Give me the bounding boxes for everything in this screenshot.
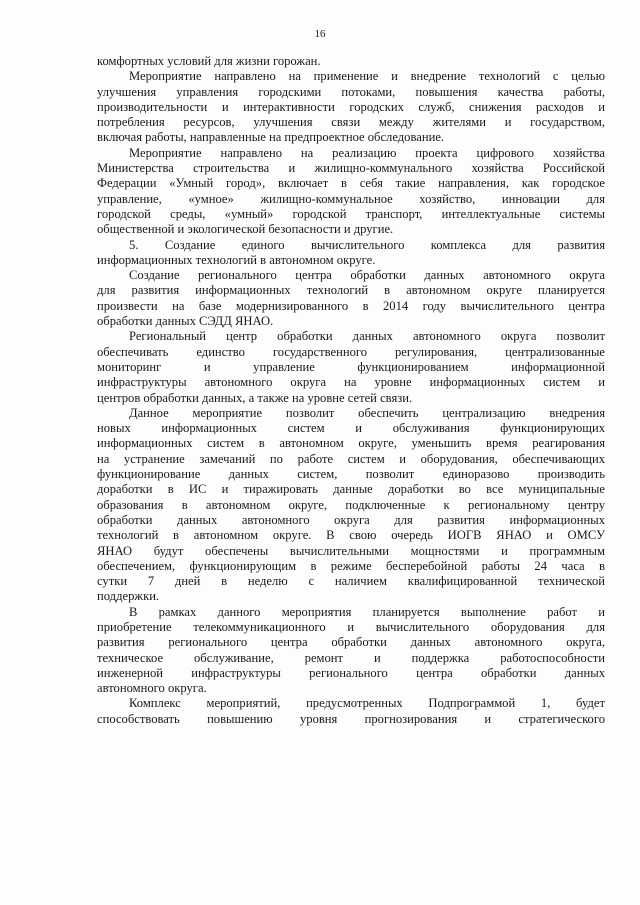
text-line: доработки в ИС и тиражировать данные доработки во все муниципальные — [97, 482, 605, 497]
text-line: В рамках данного мероприятия планируется выполнение работ и — [129, 604, 605, 619]
text-line: на устранение замечаний по работе систем и оборудования, обеспечивающих — [97, 451, 605, 466]
text-line: автономного округа. — [97, 681, 207, 696]
text-line: образования в автономном округе, подключенные к региональному центру — [97, 497, 605, 512]
text-line: технологий в автономном округе. В свою очередь ИОГВ ЯНАО и ОМСУ — [97, 528, 605, 543]
text-line: Министерства строительства и жилищно-коммунального хозяйства Российской — [97, 161, 605, 176]
text-line: комфортных условий для жизни горожан. — [97, 54, 321, 68]
text-line: информационных технологий в автономном округе. — [97, 252, 376, 267]
text-line: обеспечивать единство государственного регулирования, централизованные — [97, 344, 605, 359]
text-line: для развития информационных технологий в автономном округе планируется — [97, 283, 605, 298]
paragraph — [97, 268, 605, 329]
text-line: обработки данных СЭДД ЯНАО. — [97, 314, 274, 329]
text-line: обработки данных автономного округа для развития информационных — [97, 512, 605, 527]
text-line: новых информационных систем и обслуживания функционирующих — [97, 421, 605, 436]
text-line: Региональный центр обработки данных автономного округа позволит — [129, 329, 605, 344]
text-line: произвести на базе модернизированного в 2014 году вычислительного центра — [97, 298, 605, 313]
text-line: развития регионального центра обработки данных автономного округа, — [97, 635, 605, 650]
paragraph — [97, 605, 605, 697]
text-line: обеспечением, функционирующим в режиме бесперебойной работы 24 часа в — [97, 558, 605, 573]
text-line: управление, «умное» жилищно-коммунальное хозяйство, инновации для — [97, 191, 605, 206]
text-line: Мероприятие направлено на применение и внедрение технологий с целью — [129, 69, 605, 84]
text-line: включая работы, направленные на предпроектное обследование. — [97, 130, 445, 145]
text-line: общественной и экологической безопасности и другие. — [97, 222, 394, 237]
document-body — [97, 54, 605, 727]
text-line: способствовать повышению уровня прогнозирования и стратегического — [97, 711, 605, 726]
paragraph — [97, 329, 605, 405]
text-line: сутки 7 дней в неделю с наличием квалифицированной технической — [97, 574, 605, 589]
text-line: техническое обслуживание, ремонт и поддержка работоспособности — [97, 650, 605, 665]
paragraph — [97, 69, 605, 145]
text-line: ЯНАО будут обеспечены вычислительными мощностями и программным — [97, 543, 605, 558]
text-line: Данное мероприятие позволит обеспечить централизацию внедрения — [129, 405, 605, 420]
text-line: 5. Создание единого вычислительного комплекса для развития — [129, 237, 605, 252]
text-line: инженерной инфраструктуры регионального центра обработки данных — [97, 665, 605, 680]
text-line: центров обработки данных, а также на уровне сетей связи. — [97, 390, 413, 405]
paragraph — [97, 406, 605, 605]
text-line: Комплекс мероприятий, предусмотренных Подпрограммой 1, будет — [129, 696, 605, 711]
paragraph — [97, 146, 605, 238]
text-line: мониторинг и управление функционированием информационной — [97, 359, 605, 374]
text-line: городской среды, «умный» городской транспорт, интеллектуальные системы — [97, 206, 605, 221]
page-number: 16 — [314, 28, 326, 40]
text-line: потребления ресурсов, улучшения связи между жителями и государством, — [97, 115, 605, 130]
text-line: приобретение телекоммуникационного и вычислительного оборудования для — [97, 619, 605, 634]
text-line: инфраструктуры автономного округа на уровне информационных систем и — [97, 375, 605, 390]
paragraph — [97, 696, 605, 727]
paragraph — [97, 238, 605, 269]
text-line: Создание регионального центра обработки данных автономного округа — [129, 268, 605, 283]
text-line: информационных систем в автономном округе, уменьшить время реагирования — [97, 436, 605, 451]
text-line: Федерации «Умный город», включает в себя такие направления, как городское — [97, 176, 605, 191]
text-line: поддержки. — [97, 589, 160, 604]
text-line: производительности и интерактивности городских служб, снижения расходов и — [97, 99, 605, 114]
text-line: улучшения управления городскими потоками, повышения качества работы, — [97, 84, 605, 99]
paragraph — [97, 54, 605, 69]
text-line: функционирование данных систем, позволит единоразово производить — [97, 467, 605, 482]
text-line: Мероприятие направлено на реализацию проекта цифрового хозяйства — [129, 145, 605, 160]
